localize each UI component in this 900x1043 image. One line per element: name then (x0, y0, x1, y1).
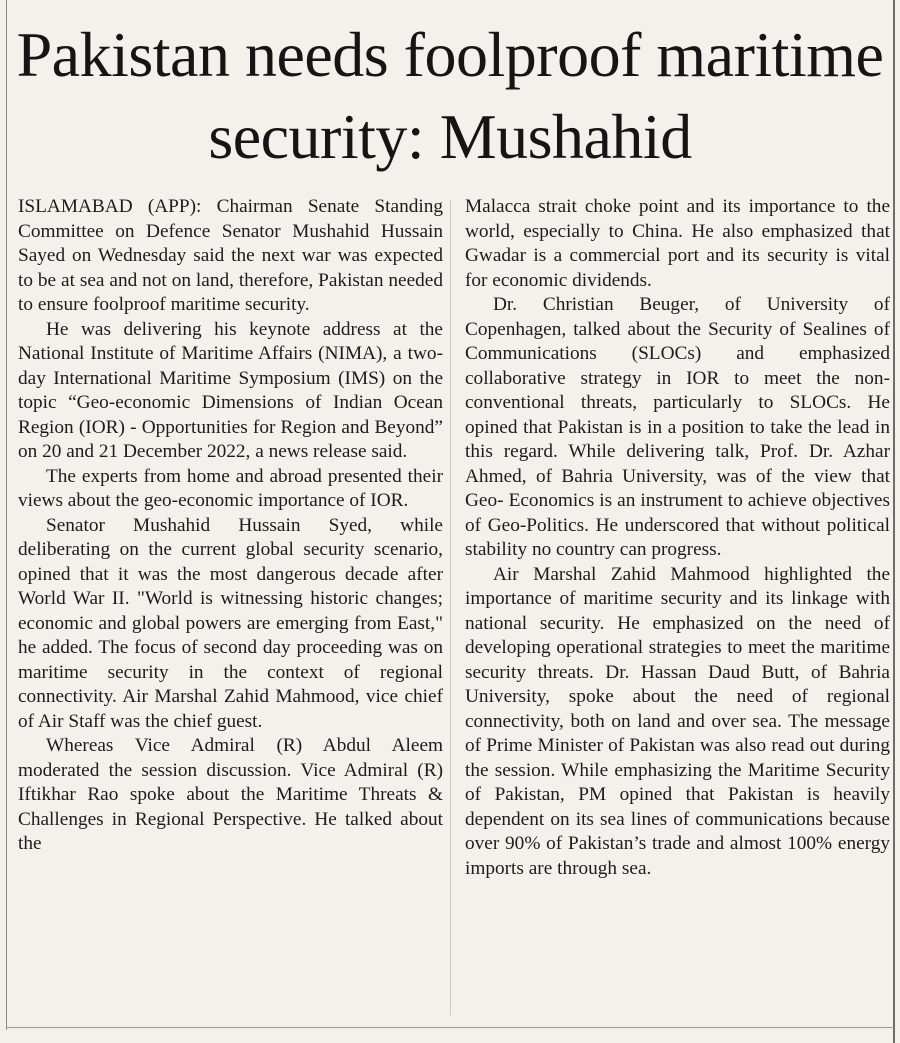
bottom-edge-rule (6, 1027, 894, 1028)
left-edge-rule (6, 0, 7, 1030)
article-column-right (465, 195, 890, 1025)
article-column-left (18, 195, 443, 1025)
paragraph: ISLAMABAD (APP): Chairman Senate Standing Committee on Defence Senator Mushahid Hussain Sayed on Wednesday said the next war was expected to be at sea and not on land, therefore, Pakistan needed to ensure foolproof maritime security. (18, 196, 443, 315)
right-edge-rule (893, 0, 895, 1043)
paragraph: He was delivering his keynote address at the National Institute of Maritime Affairs (NIMA), a two-day International Maritime Symposium (IMS) on the topic “Geo-economic Dimensions of Indian Ocean Region (IOR) - Opportunities for Region and Beyond” on 20 and 21 December 2022, a news release said. (18, 318, 443, 462)
paragraph: Malacca strait choke point and its importance to the world, especially to China. He also emphasized that Gwadar is a commercial port and its security is vital for economic dividends. (465, 196, 890, 291)
paragraph: Air Marshal Zahid Mahmood highlighted the importance of maritime security and its linkage with national security. He emphasized on the need of developing operational strategies to meet the maritime security threats. Dr. Hassan Daud Butt, of Bahria University, spoke about the need of regional connectivity, both on land and over sea. The message of Prime Minister of Pakistan was also read out during the session. While emphasizing the Maritime Security of Pakistan, PM opined that Pakistan is heavily dependent on its sea lines of communications because over 90% of Pakistan’s trade and almost 100% energy imports are through sea. (465, 563, 890, 879)
paragraph: The experts from home and abroad presented their views about the geo-economic importance of IOR. (18, 465, 443, 511)
headline: Pakistan needs foolproof maritime security: Mushahid (16, 19, 884, 172)
paragraph: Whereas Vice Admiral (R) Abdul Aleem moderated the session discussion. Vice Admiral (R) Iftikhar Rao spoke about the Maritime Threats & Challenges in Regional Perspective. He talked about the (18, 735, 443, 854)
paragraph: Senator Mushahid Hussain Syed, while deliberating on the current global security scenario, opined that it was the most dangerous decade after World War II. "World is witnessing historic changes; economic and global powers are emerging from East," he added. The focus of second day proceeding was on maritime security in the context of regional connectivity. Air Marshal Zahid Mahmood, vice chief of Air Staff was the chief guest. (18, 514, 443, 732)
paragraph: Dr. Christian Beuger, of University of Copenhagen, talked about the Security of Sealines of Communications (SLOCs) and emphasized collaborative strategy in IOR to meet the non-conventional threats, particularly to SLOCs. He opined that Pakistan is in a position to take the lead in this regard. While delivering talk, Prof. Dr. Azhar Ahmed, of Bahria University, was of the view that Geo- Economics is an instrument to achieve objectives of Geo-Politics. He underscored that without political stability no country can progress. (465, 294, 890, 560)
article-body (18, 195, 890, 1025)
